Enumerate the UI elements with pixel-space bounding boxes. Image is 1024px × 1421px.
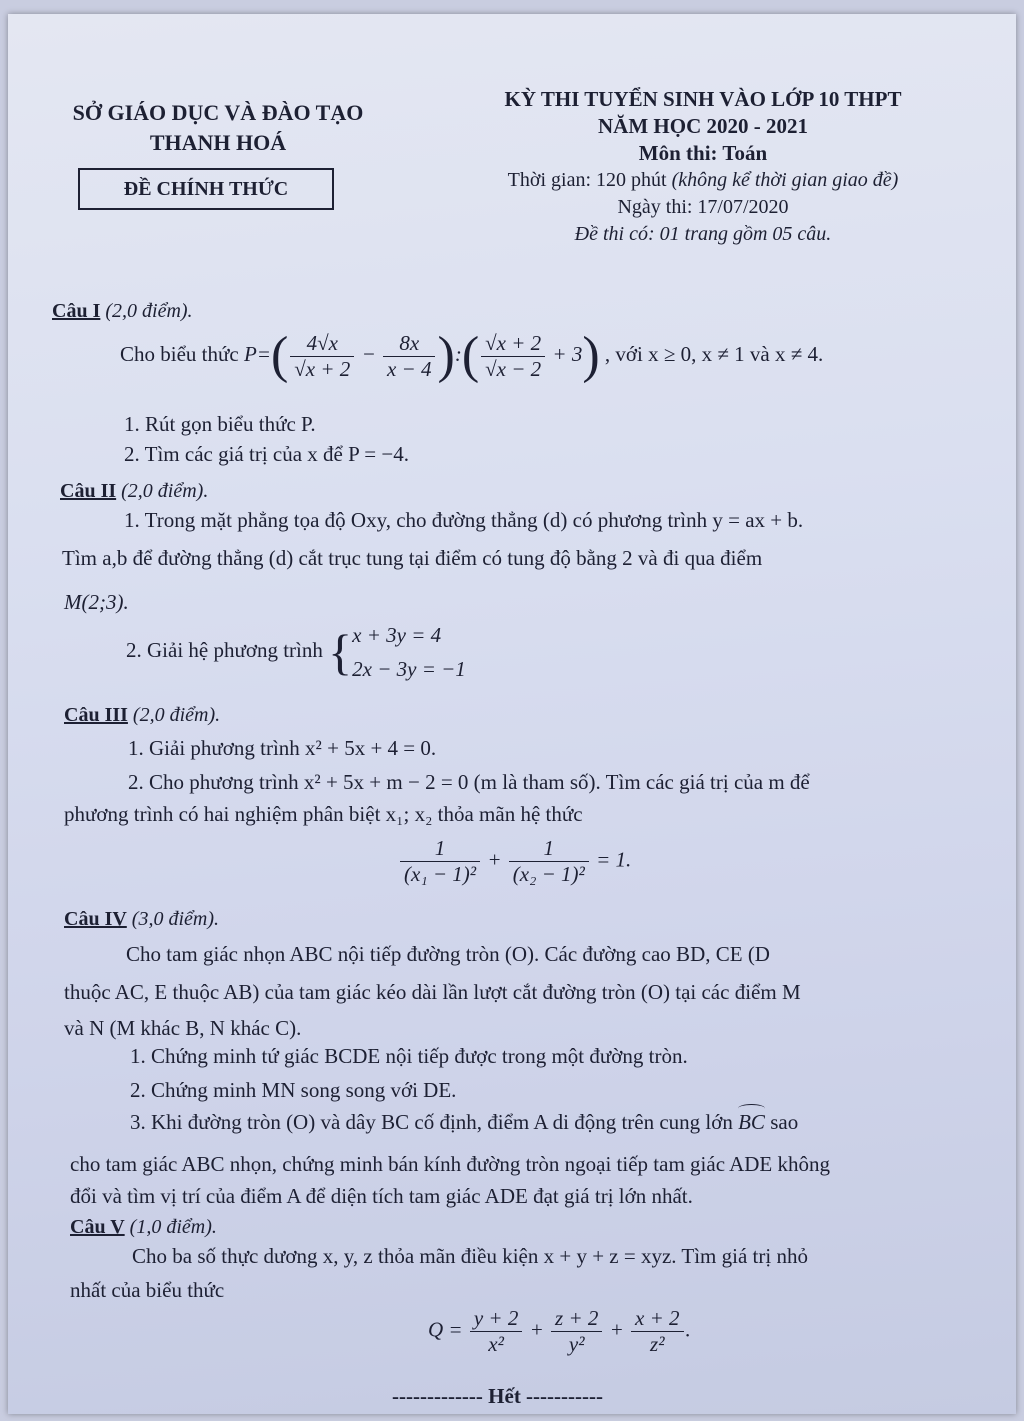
question-1-condition: , với x ≥ 0, x ≠ 1 và x ≠ 4. <box>604 341 824 366</box>
system-equation-1: x + 3y = 4 <box>352 623 442 647</box>
duration-label: Thời gian: 120 phút <box>507 169 667 191</box>
exam-header <box>448 86 958 248</box>
arc-bc: BC <box>738 1110 765 1134</box>
question-1-intro: Cho biểu thức <box>120 341 239 366</box>
system-equation-2: 2x − 3y = −1 <box>352 657 466 681</box>
question-1-expression: Cho biểu thức P=( $\frac{4√x}{√x + 2}$ − $\frac{8x}{x - 4}$ ):( $\frac{√x + 2}{√x - 2}$ + 3) , với x ≥ 0, x ≠ 1 và x ≠ 4. <box>120 327 824 384</box>
question-4-part-3-end: sao <box>770 1110 799 1134</box>
department-name: SỞ GIÁO DỤC VÀ ĐÀO TẠO <box>72 100 364 125</box>
question-4-label: Câu IV <box>64 908 127 930</box>
question-1-points: (2,0 điểm). <box>105 300 193 322</box>
question-4-part-3-line-3: đổi và tìm vị trí của điểm A để diện tích tam giác ADE đạt giá trị lớn nhất. <box>70 1184 693 1208</box>
exam-info: Đề thi có: 01 trang gồm 05 câu. <box>574 223 832 245</box>
question-4-line-1: Cho tam giác nhọn ABC nội tiếp đường tròn (O). Các đường cao BD, CE (D <box>126 942 770 966</box>
duration <box>448 167 958 194</box>
department-header <box>48 98 388 158</box>
question-3-part-1: 1. Giải phương trình x² + 5x + 4 = 0. <box>128 736 437 760</box>
question-3-part-2-line-2: phương trình có hai nghiệm phân biệt x₁; x₂ thỏa mãn hệ thức <box>64 802 583 826</box>
question-5-title <box>70 1216 217 1239</box>
question-4-part-1: 1. Chứng minh tứ giác BCDE nội tiếp được trong một đường tròn. <box>130 1044 688 1068</box>
question-3-label: Câu III <box>64 704 128 726</box>
question-4-part-3-text: 3. Khi đường tròn (O) và dây BC cố định, điểm A di động trên cung lớn <box>130 1110 733 1134</box>
question-2-part-1-line-2: Tìm a,b để đường thẳng (d) cắt trục tung tại điểm có tung độ bằng 2 và đi qua điểm <box>62 546 763 570</box>
question-2-part-1-line-3: M(2;3). <box>64 590 129 614</box>
school-year: NĂM HỌC 2020 - 2021 <box>598 114 808 138</box>
question-3-title <box>64 704 220 727</box>
question-5-expression: Q = $\frac{y + 2}{\text{x²}}$ + $\frac{z + 2}{\text{y²}}$ + $\frac{x + 2}{\text{z²}}$ . <box>428 1306 691 1356</box>
exam-title: KỲ THI TUYỂN SINH VÀO LỚP 10 THPT <box>504 87 902 111</box>
question-2-label: Câu II <box>60 480 117 502</box>
question-5-line-1: Cho ba số thực dương x, y, z thỏa mãn điều kiện x + y + z = xyz. Tìm giá trị nhỏ <box>132 1244 808 1268</box>
question-4-title <box>64 908 219 931</box>
question-2-part-1-line-1: 1. Trong mặt phẳng tọa độ Oxy, cho đường thẳng (d) có phương trình y = ax + b. <box>124 508 804 532</box>
question-5-label: Câu V <box>70 1216 125 1238</box>
question-4-points: (3,0 điểm). <box>131 908 219 930</box>
question-4-line-3: và N (M khác B, N khác C). <box>64 1016 302 1040</box>
question-5-points: (1,0 điểm). <box>129 1216 217 1238</box>
official-stamp-box: ĐỀ CHÍNH THỨC <box>78 168 334 210</box>
question-4-part-3-line-2: cho tam giác ABC nhọn, chứng minh bán kính đường tròn ngoại tiếp tam giác ADE không <box>70 1152 831 1176</box>
question-3-points: (2,0 điểm). <box>132 704 221 726</box>
question-1-part-1: 1. Rút gọn biểu thức P. <box>124 412 316 436</box>
question-2-title <box>60 480 208 503</box>
question-4-line-2: thuộc AC, E thuộc AB) của tam giác kéo dài lần lượt cắt đường tròn (O) tại các điểm M <box>64 980 801 1004</box>
duration-note: (không kể thời gian giao đề) <box>671 169 899 191</box>
question-4-part-2: 2. Chứng minh MN song song với DE. <box>130 1078 457 1102</box>
question-2-points: (2,0 điểm). <box>121 480 209 502</box>
question-4-part-3-line-1 <box>130 1110 798 1135</box>
question-1-part-2: 2. Tìm các giá trị của x để P = −4. <box>124 442 409 466</box>
subject: Môn thi: Toán <box>638 141 768 165</box>
question-2-part-2: 2. Giải hệ phương trình {x + 3y = 4 2x − 3y = −1 <box>126 623 466 681</box>
question-1-label: Câu I <box>52 300 101 322</box>
question-3-part-2-line-1: 2. Cho phương trình x² + 5x + m − 2 = 0 (m là tham số). Tìm các giá trị của m để <box>128 770 810 794</box>
exam-date: Ngày thi: 17/07/2020 <box>617 196 789 218</box>
question-5-line-2: nhất của biểu thức <box>70 1278 225 1302</box>
province-name: THANH HOÁ <box>149 130 287 155</box>
exam-paper <box>8 14 1016 1414</box>
question-3-identity: $\frac{1}{\text{(x₁ − 1)²}}$ + $\frac{1}{\text{(x₂ − 1)²}}$ = 1. <box>398 836 631 887</box>
question-1-title <box>52 300 193 323</box>
end-marker: ------------- Hết ----------- <box>392 1384 603 1408</box>
system-intro: 2. Giải hệ phương trình <box>126 637 323 662</box>
